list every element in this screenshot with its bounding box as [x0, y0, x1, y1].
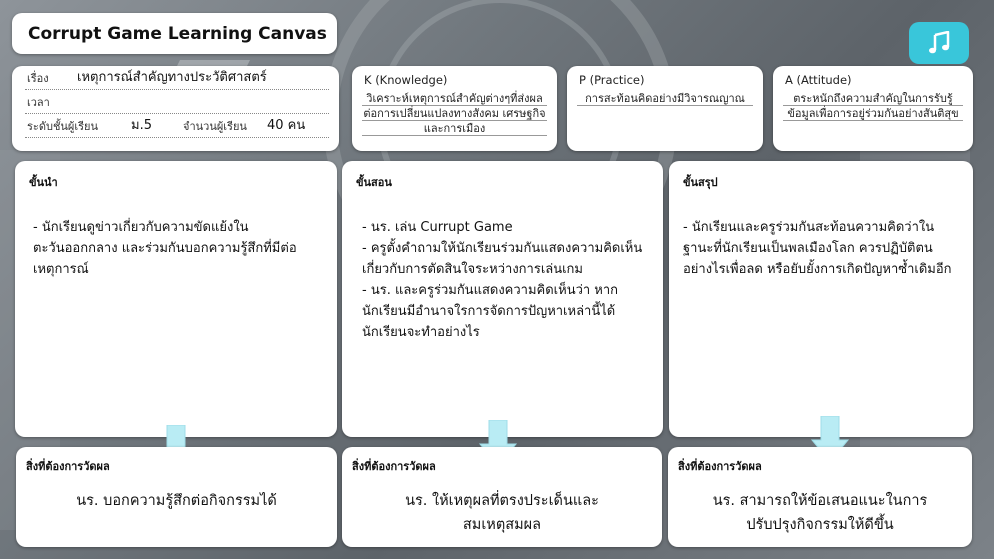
intro-evaluation-text: นร. บอกความรู้สึกต่อกิจกรรมได้: [76, 493, 277, 509]
topic-value: เหตุการณ์สำคัญทางประวัติศาสตร์: [77, 70, 267, 85]
practice-card: [567, 66, 763, 151]
practice-text: การสะท้อนคิดอย่างมีวิจารณญาณ: [577, 91, 753, 106]
attitude-card: [773, 66, 973, 151]
teaching-evaluation-text: นร. ให้เหตุผลที่ตรงประเด็นและสมเหตุสมผล: [405, 493, 599, 533]
attitude-text: ตระหนักถึงความสำคัญในการรับรู้ข้อมูลเพื่อการอยู่ร่วมกันอย่างสันติสุข: [783, 91, 963, 121]
teaching-evaluation-title: สิ่งที่ต้องการวัดผล: [352, 460, 436, 473]
topic-label: เรื่อง: [27, 72, 49, 85]
attitude-heading: A (Attitude): [785, 73, 852, 87]
teaching-step-line: - ครูตั้งคำถามให้นักเรียนร่วมกันแสดงความคิดเห็นเกี่ยวกับการตัดสินใจระหว่างการเล่นเกม: [362, 241, 643, 277]
teaching-step-line: - นร. และครูร่วมกันแสดงความคิดเห็นว่า หากนักเรียนมีอำนาจใรการจัดการปัญหาเหล่านี้ได้ นักเรียนจะทำอย่างไร: [362, 283, 619, 340]
lesson-info-card: [12, 66, 339, 151]
teaching-step-line: - นร. เล่น Currupt Game: [362, 220, 513, 235]
count-label: จำนวนผู้เรียน: [183, 120, 247, 133]
knowledge-heading: K (Knowledge): [364, 73, 448, 87]
summary-step-card: [669, 161, 973, 437]
summary-step-title: ขั้นสรุป: [683, 176, 718, 189]
level-label: ระดับชั้นผู้เรียน: [27, 120, 99, 133]
music-button[interactable]: [909, 22, 969, 64]
intro-evaluation-card: [16, 447, 337, 547]
page-title: Corrupt Game Learning Canvas: [28, 23, 327, 44]
intro-step-title: ขั้นนำ: [29, 176, 58, 189]
time-label: เวลา: [27, 96, 50, 109]
summary-evaluation-title: สิ่งที่ต้องการวัดผล: [678, 460, 762, 473]
summary-evaluation-card: [668, 447, 972, 547]
teaching-step-title: ขั้นสอน: [356, 176, 392, 189]
time-row: [25, 93, 329, 114]
intro-step-card: [15, 161, 337, 437]
level-value: ม.5: [131, 118, 152, 133]
practice-heading: P (Practice): [579, 73, 645, 87]
count-value: 40 คน: [267, 118, 306, 133]
intro-evaluation-title: สิ่งที่ต้องการวัดผล: [26, 460, 110, 473]
intro-step-line: - นักเรียนดูข่าวเกี่ยวกับความขัดแย้งในตะวันออกกลาง และร่วมกันบอกความรู้สึกที่มีต่อเหตุการณ์: [33, 220, 297, 277]
title-card: [12, 13, 337, 54]
music-note-icon: [928, 31, 950, 55]
summary-step-line: - นักเรียนและครูร่วมกันสะท้อนความคิดว่าในฐานะที่นักเรียนเป็นพลเมืองโลก ควรปฏิบัติตนอย่างไรเพื่อลด หรือยับยั้งการเกิดปัญหาซ้ำเดิมอีก: [683, 220, 952, 277]
knowledge-card: [352, 66, 557, 151]
teaching-step-card: [342, 161, 663, 437]
teaching-evaluation-card: [342, 447, 662, 547]
knowledge-text: วิเคราะห์เหตุการณ์สำคัญต่างๆที่ส่งผลต่อการเปลี่ยนแปลงทางสังคม เศรษฐกิจและการเมือง: [363, 92, 546, 135]
summary-evaluation-text: นร. สามารถให้ข้อเสนอแนะในการปรับปรุงกิจกรรมให้ดีขึ้น: [712, 493, 928, 533]
level-row: [25, 117, 329, 138]
topic-row: [25, 69, 329, 90]
